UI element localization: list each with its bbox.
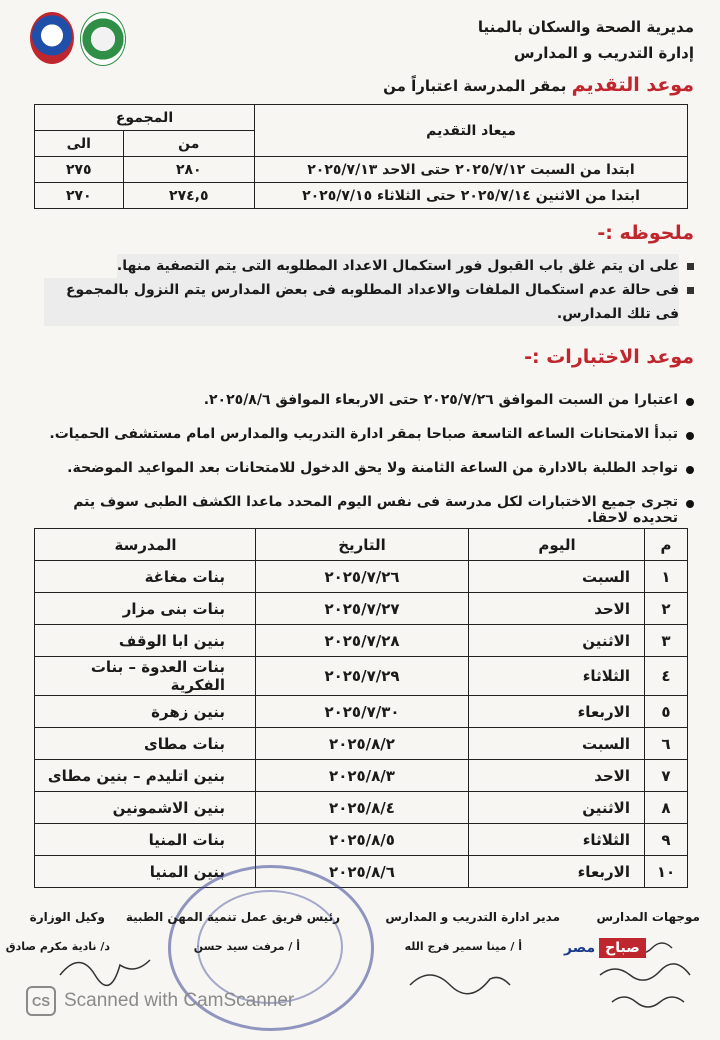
row-date: ٢٠٢٥/٧/٢٨	[256, 625, 469, 657]
test-info-text: تواجد الطلبة بالادارة من الساعة الثامنة ولا يحق الدخول للامتحانات بعد المواعيد الموضحة.	[67, 460, 678, 476]
row-day: الاربعاء	[469, 696, 645, 728]
row-number: ٨	[645, 792, 688, 824]
row-school: بنين المنيا	[35, 856, 256, 888]
apply-from-header: من	[123, 131, 254, 157]
col-school-header: المدرسة	[35, 529, 256, 561]
row-day: الثلاثاء	[469, 657, 645, 696]
sig-name-team-head: أ / مرفت سيد حسن	[193, 940, 300, 953]
tests-title: موعد الاختبارات :-	[524, 346, 694, 368]
row-day: الاحد	[469, 593, 645, 625]
row-school: بنين ابا الوقف	[35, 625, 256, 657]
row-date: ٢٠٢٥/٧/٣٠	[256, 696, 469, 728]
badge-red-text: صباح	[599, 938, 646, 958]
row-school: بنات المنيا	[35, 824, 256, 856]
row-number: ٢	[645, 593, 688, 625]
apply-date-header: ميعاد التقديم	[255, 105, 688, 157]
row-date: ٢٠٢٥/٧/٢٧	[256, 593, 469, 625]
apply-total-header: المجموع	[35, 105, 255, 131]
apply-from-cell: ٢٨٠	[123, 157, 254, 183]
row-number: ٣	[645, 625, 688, 657]
apply-date-cell: ابتدا من الاثنين ٢٠٢٥/٧/١٤ حتى الثلاثاء ٢٠٢٥/٧/١٥	[255, 183, 688, 209]
camscanner-watermark	[26, 986, 294, 1016]
row-number: ٤	[645, 657, 688, 696]
row-school: بنات مطاى	[35, 728, 256, 760]
row-date: ٢٠٢٥/٨/٥	[256, 824, 469, 856]
row-school: بنين الاشمونين	[35, 792, 256, 824]
watermark-badge	[560, 938, 646, 958]
row-number: ٦	[645, 728, 688, 760]
row-day: الاثنين	[469, 792, 645, 824]
row-school: بنين زهرة	[35, 696, 256, 728]
row-date: ٢٠٢٥/٨/٣	[256, 760, 469, 792]
row-day: الثلاثاء	[469, 824, 645, 856]
row-school: بنات العدوة – بنات الفكرية	[35, 657, 256, 696]
directorate-name: مديرية الصحة والسكان بالمنيا	[477, 18, 694, 36]
test-info-text: تجرى جميع الاختبارات لكل مدرسة فى نفس اليوم المحدد ماعدا الكشف الطبى سوف يتم تحديده لاحقا.	[73, 494, 678, 526]
row-day: الاربعاء	[469, 856, 645, 888]
row-number: ٩	[645, 824, 688, 856]
camscanner-logo-icon: CS	[26, 986, 56, 1016]
badge-blue-text: مصر	[564, 940, 596, 956]
apply-to-cell: ٢٧٠	[35, 183, 124, 209]
apply-title-rest: بمقر المدرسة اعتباراً من	[383, 77, 572, 95]
sig-title-director: مدير ادارة التدريب و المدارس	[385, 910, 560, 924]
test-info-text: اعتبارا من السبت الموافق ٢٠٢٥/٧/٢٦ حتى الاربعاء الموافق ٢٠٢٥/٨/٦.	[203, 392, 678, 408]
row-day: الاحد	[469, 760, 645, 792]
row-date: ٢٠٢٥/٨/٦	[256, 856, 469, 888]
note-text: فى حالة عدم استكمال الملفات والاعداد المطلوبه فى بعض المدارس يتم النزول بالمجموع فى تلك المدارس.	[44, 278, 679, 326]
row-number: ١	[645, 561, 688, 593]
row-school: بنين اتليدم – بنين مطاى	[35, 760, 256, 792]
row-school: بنات بنى مزار	[35, 593, 256, 625]
apply-from-cell: ٢٧٤,٥	[123, 183, 254, 209]
row-day: السبت	[469, 728, 645, 760]
apply-to-header: الى	[35, 131, 124, 157]
row-day: السبت	[469, 561, 645, 593]
col-m-header: م	[645, 529, 688, 561]
department-name: إدارة التدريب و المدارس	[513, 44, 694, 62]
row-date: ٢٠٢٥/٨/٢	[256, 728, 469, 760]
sig-name-deputy: د/ نادية مكرم صادق	[5, 940, 110, 953]
row-number: ٧	[645, 760, 688, 792]
camscanner-text: Scanned with CamScanner	[64, 990, 295, 1011]
col-day-header: اليوم	[469, 529, 645, 561]
sig-title-deputy: وكيل الوزارة	[29, 910, 105, 924]
row-number: ١٠	[645, 856, 688, 888]
row-date: ٢٠٢٥/٧/٢٦	[256, 561, 469, 593]
notes-title: ملحوظه :-	[597, 222, 694, 244]
note-text: على ان يتم غلق باب القبول فور استكمال الاعداد المطلوبه التى يتم التصفية منها.	[117, 254, 679, 278]
apply-title-red: موعد التقديم	[571, 74, 694, 96]
sig-title-supervisors: موجهات المدارس	[596, 910, 700, 924]
row-day: الاثنين	[469, 625, 645, 657]
sig-name-director: أ / مينا سمير فرج الله	[404, 940, 522, 953]
row-number: ٥	[645, 696, 688, 728]
col-date-header: التاريخ	[256, 529, 469, 561]
sig-title-team-head: رئيس فريق عمل تنمية المهن الطبية	[125, 910, 340, 924]
test-info-text: تبدأ الامتحانات الساعه التاسعة صباحا بمقر ادارة التدريب والمدارس امام مستشفى الحميات.	[49, 426, 678, 442]
row-date: ٢٠٢٥/٧/٢٩	[256, 657, 469, 696]
row-date: ٢٠٢٥/٨/٤	[256, 792, 469, 824]
row-school: بنات مغاغة	[35, 561, 256, 593]
apply-to-cell: ٢٧٥	[35, 157, 124, 183]
apply-date-cell: ابتدا من السبت ٢٠٢٥/٧/١٢ حتى الاحد ٢٠٢٥/٧/١٣	[255, 157, 688, 183]
